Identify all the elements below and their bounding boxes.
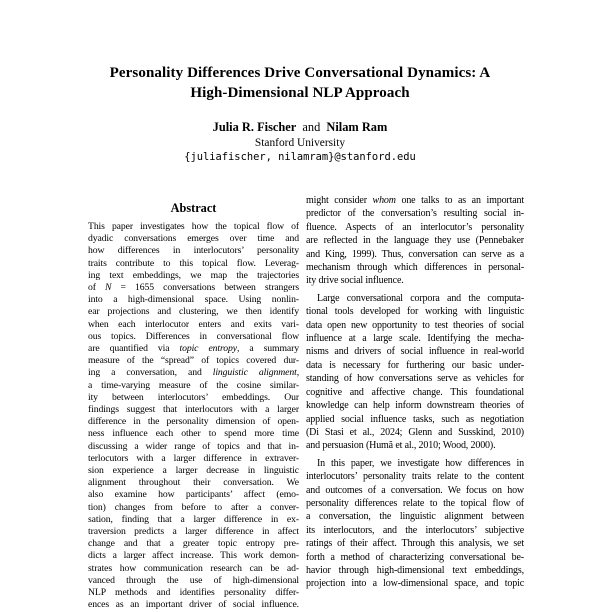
text-line: alignment throughout their conversation. We xyxy=(88,477,299,489)
body-paragraph xyxy=(306,292,524,453)
abstract-heading: Abstract xyxy=(170,201,217,215)
text-line: NLP methods and identifies personality differ- xyxy=(88,587,299,599)
text-line: and outcomes of a conversation. We focus on how xyxy=(306,484,524,496)
text-line: and persuasion (Humă et al., 2010; Wood, 2000). xyxy=(306,440,496,452)
text-line: change and that a greater topic entropy pre- xyxy=(88,538,299,550)
text-line: interlocutors’ personality traits relate to the content xyxy=(306,471,524,483)
text-line: (Di Stasi et al., 2024; Glenn and Susskind, 2010) xyxy=(306,426,524,438)
text-line: a time-varying measure of the cosine similar- xyxy=(88,379,299,391)
text-line: predictor of the conversation’s resulting social in- xyxy=(306,208,524,220)
text-line: tion) changes from before to after a conver- xyxy=(88,501,299,513)
text-line: ear projections and clustering, we then identify xyxy=(88,306,299,318)
text-line: are reflected in the language they use (Pennebaker xyxy=(306,235,524,247)
text-line: ity between interlocutors’ embeddings. Our xyxy=(88,391,299,403)
abstract-text xyxy=(88,221,299,612)
body-paragraph xyxy=(306,194,524,288)
paper-title-line-2: High-Dimensional NLP Approach xyxy=(190,85,410,101)
text-line: and King, 1999). Thus, conversation can serve as a xyxy=(306,248,524,260)
text-line: vanced through the use of high-dimensional xyxy=(88,574,299,586)
text-line: This paper investigates how the topical flow of xyxy=(88,221,299,232)
text-line: havior through high-dimensional text embeddings, xyxy=(306,564,524,576)
text-line: its interlocutors, and the interlocutors’ subjective xyxy=(306,524,524,536)
text-line: applied social influence tasks, such as negotiation xyxy=(306,413,524,425)
text-line: measure of the “spread” of topics covered dur- xyxy=(88,355,299,367)
text-line: are quantified via topic entropy, a summary xyxy=(88,343,299,355)
text-line: also examine how participants’ affect (emo- xyxy=(88,489,299,501)
text-line: Large conversational corpora and the computa- xyxy=(317,292,524,304)
text-line: findings suggest that interlocutors with a larger xyxy=(88,404,299,416)
text-line: might consider whom one talks to as an important xyxy=(306,195,524,206)
paper-title xyxy=(0,63,600,103)
text-line: data open new opportunity to test theories of social xyxy=(306,319,524,331)
text-line: a conversation, the linguistic alignment between xyxy=(306,511,524,523)
abstract-column xyxy=(88,201,300,611)
email-line: {juliafischer, nilamram}@stanford.edu xyxy=(184,151,416,163)
text-line: ity drive social influence. xyxy=(306,275,404,287)
text-line: ing text embeddings, we map the trajectories xyxy=(88,269,299,281)
text-line: projection into a low-dimensional space, and topic xyxy=(306,578,524,590)
text-line: nisms and drivers of social influence in real-world xyxy=(306,346,524,358)
text-line: ences as an important driver of social influence. xyxy=(88,599,299,611)
text-line: dicts a larger affect increase. This work demon- xyxy=(88,550,299,562)
text-line: standing of how conversations serve as vehicles for xyxy=(306,373,524,385)
affiliation: Stanford University xyxy=(254,137,346,149)
text-line: terlocutors with a larger difference in extraver- xyxy=(88,452,299,464)
text-line: sation, finding that a larger difference in ex- xyxy=(88,513,299,525)
text-line: In this paper, we investigate how differences in xyxy=(317,457,524,469)
text-line: ing a conversation, and linguistic alignment, xyxy=(88,367,300,379)
text-line: into a high-dimensional space. Using nonlin- xyxy=(88,294,299,306)
text-line: ratings of their affect. Through this analysis, we set xyxy=(306,538,524,550)
text-line: mechanism through which differences in personal- xyxy=(306,262,524,274)
text-line: difference in the personality dimension of open- xyxy=(88,416,299,428)
text-line: personality differences relate to the topical flow of xyxy=(306,497,524,509)
intro-column xyxy=(306,194,524,600)
author-name-1: Julia R. Fischer xyxy=(212,120,297,134)
text-line: discussing a wider range of topics and that in- xyxy=(88,440,299,452)
text-line: of N = 1655 conversations between strangers xyxy=(88,282,300,294)
text-line: forth a method of characterizing conversational be- xyxy=(306,551,524,563)
text-line: strates how communication research can be ad- xyxy=(88,562,299,574)
text-line: tional tools developed for working with linguistic xyxy=(306,306,524,318)
text-line: sion experience a larger decrease in linguistic xyxy=(88,465,299,477)
author-conjunction: and xyxy=(302,120,321,134)
text-line: traits contribute to this topical flow. Leverag- xyxy=(88,257,299,269)
author-name-2: Nilam Ram xyxy=(326,120,388,134)
text-line: ous topics. Differences in conversational flow xyxy=(88,330,299,342)
text-line: dyadic conversations emerges over time and xyxy=(88,233,299,245)
text-line: traversion predicts a larger difference in affect xyxy=(88,526,299,538)
text-line: how differences in interlocutors’ personality xyxy=(88,245,299,257)
text-line: fluence. Aspects of an interlocutor’s personality xyxy=(306,221,524,233)
text-line: when each interlocutor enters and exits vari- xyxy=(88,318,299,330)
text-line: ness influence each other to spend more time xyxy=(88,428,299,440)
paper-title-line-1: Personality Differences Drive Conversational Dynamics: A xyxy=(109,65,491,81)
text-line: influence at a large scale. Identifying the mecha- xyxy=(306,333,524,345)
text-line: data is necessary for furthering our basic under- xyxy=(306,359,524,371)
author-line xyxy=(0,120,600,135)
text-line: knowledge can help inform downstream theories of xyxy=(306,400,524,412)
body-paragraph xyxy=(306,457,524,591)
text-line: cognitive and affective change. This foundational xyxy=(306,386,524,398)
